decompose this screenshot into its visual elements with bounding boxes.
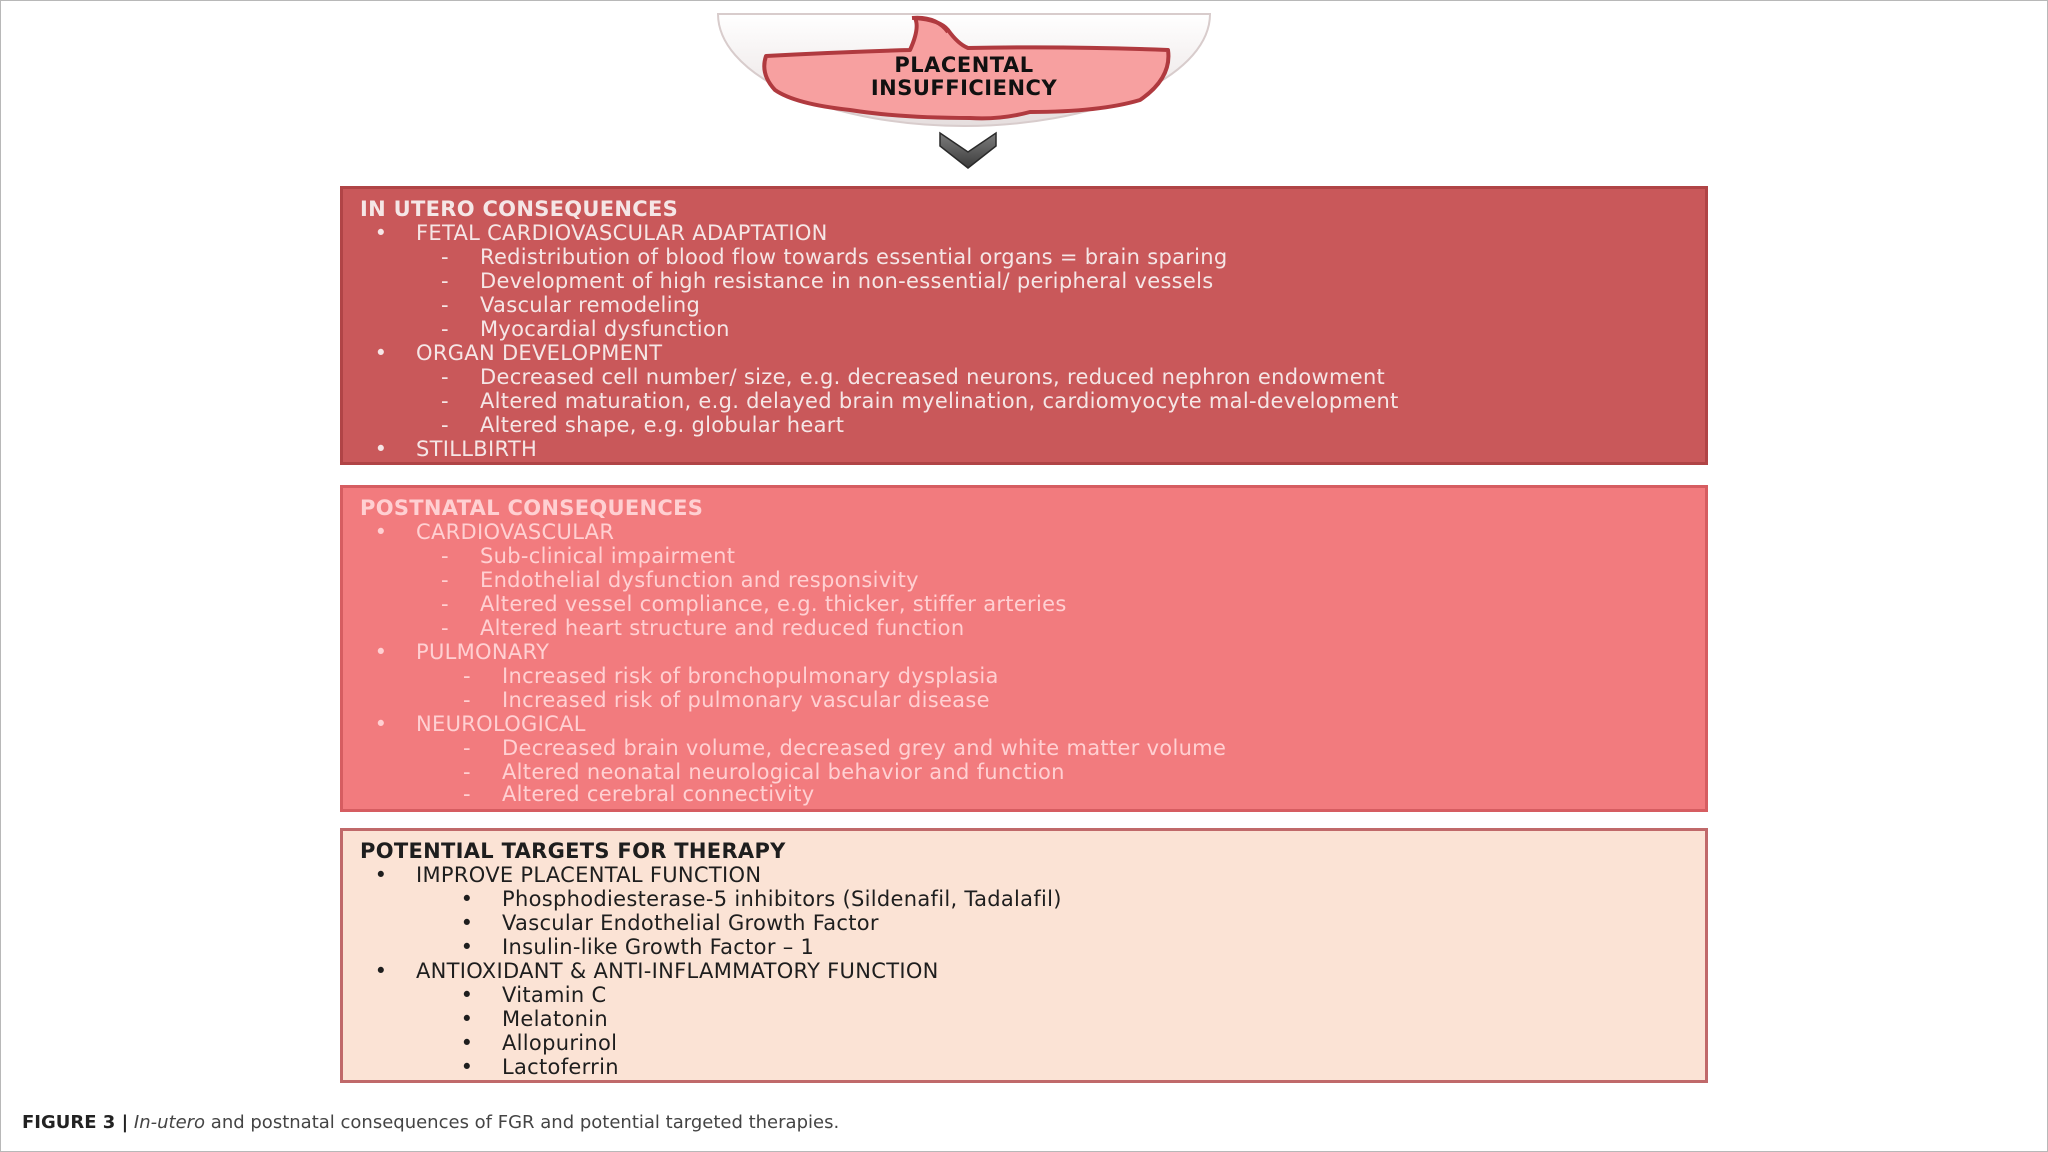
bullet-marker: • [460, 1007, 474, 1031]
caption-italic: In-utero [133, 1112, 206, 1133]
dash-marker: - [441, 413, 449, 437]
list-item: • PULMONARY [416, 640, 549, 664]
list-item: • Insulin-like Growth Factor – 1 [502, 935, 814, 959]
list-item: • IMPROVE PLACENTAL FUNCTION [416, 863, 761, 887]
dash-marker: - [441, 592, 449, 616]
postnatal-consequences-box [340, 485, 1708, 812]
dash-marker: - [441, 293, 449, 317]
list-item: • ANTIOXIDANT & ANTI-INFLAMMATORY FUNCTION [416, 959, 939, 983]
list-item: - Increased risk of bronchopulmonary dysplasia [502, 664, 999, 688]
placental-insufficiency-graphic [700, 0, 1228, 175]
dash-marker: - [441, 245, 449, 269]
list-item: - Development of high resistance in non-essential/ peripheral vessels [480, 269, 1214, 293]
bullet-marker: • [374, 520, 388, 544]
bullet-marker: • [374, 437, 388, 461]
bullet-marker: • [374, 341, 388, 365]
dash-marker: - [463, 664, 471, 688]
list-item: - Altered neonatal neurological behavior and function [502, 760, 1065, 784]
list-item: • Allopurinol [502, 1031, 617, 1055]
caption-text: and postnatal consequences of FGR and potential targeted therapies. [205, 1112, 840, 1133]
list-item: • Vitamin C [502, 983, 606, 1007]
bullet-marker: • [460, 911, 474, 935]
list-item: - Decreased brain volume, decreased grey and white matter volume [502, 736, 1226, 760]
list-item: - Sub-clinical impairment [480, 544, 735, 568]
bullet-marker: • [460, 983, 474, 1007]
title-line-2: INSUFFICIENCY [870, 76, 1058, 100]
list-item: • Phosphodiesterase-5 inhibitors (Sildenafil, Tadalafil) [502, 887, 1062, 911]
in-utero-heading: IN UTERO CONSEQUENCES [360, 197, 679, 221]
therapy-heading: POTENTIAL TARGETS FOR THERAPY [360, 839, 786, 863]
list-item: - Altered heart structure and reduced function [480, 616, 964, 640]
dash-marker: - [441, 616, 449, 640]
list-item: - Altered cerebral connectivity [502, 782, 815, 806]
bullet-marker: • [374, 221, 388, 245]
list-item: - Altered maturation, e.g. delayed brain myelination, cardiomyocyte mal-development [480, 389, 1399, 413]
list-item: • Vascular Endothelial Growth Factor [502, 911, 879, 935]
list-item: - Altered vessel compliance, e.g. thicker, stiffer arteries [480, 592, 1067, 616]
placental-insufficiency-title [700, 54, 1228, 100]
in-utero-consequences-box [340, 186, 1708, 465]
list-item: • Lactoferrin [502, 1055, 619, 1079]
bullet-marker: • [374, 712, 388, 736]
list-item: - Redistribution of blood flow towards essential organs = brain sparing [480, 245, 1228, 269]
bullet-marker: • [374, 959, 388, 983]
list-item: • CARDIOVASCULAR [416, 520, 614, 544]
bullet-marker: • [460, 887, 474, 911]
dash-marker: - [463, 688, 471, 712]
dash-marker: - [441, 317, 449, 341]
list-item: • Melatonin [502, 1007, 608, 1031]
bullet-marker: • [374, 640, 388, 664]
dash-marker: - [441, 544, 449, 568]
dash-marker: - [463, 782, 471, 806]
caption-label: FIGURE 3 | [22, 1112, 129, 1133]
postnatal-heading: POSTNATAL CONSEQUENCES [360, 496, 704, 520]
dash-marker: - [441, 269, 449, 293]
dash-marker: - [441, 568, 449, 592]
dash-marker: - [463, 736, 471, 760]
figure-caption [22, 1112, 839, 1133]
list-item: - Endothelial dysfunction and responsivity [480, 568, 919, 592]
dash-marker: - [441, 365, 449, 389]
list-item: • STILLBIRTH [416, 437, 537, 461]
list-item: - Altered shape, e.g. globular heart [480, 413, 844, 437]
bullet-marker: • [460, 1055, 474, 1079]
list-item: • FETAL CARDIOVASCULAR ADAPTATION [416, 221, 828, 245]
list-item: - Increased risk of pulmonary vascular disease [502, 688, 990, 712]
list-item: • NEUROLOGICAL [416, 712, 586, 736]
dash-marker: - [441, 389, 449, 413]
title-line-1: PLACENTAL [894, 53, 1034, 77]
list-item: - Vascular remodeling [480, 293, 700, 317]
list-item: - Myocardial dysfunction [480, 317, 730, 341]
dash-marker: - [463, 760, 471, 784]
bullet-marker: • [460, 1031, 474, 1055]
bullet-marker: • [460, 935, 474, 959]
list-item: - Decreased cell number/ size, e.g. decreased neurons, reduced nephron endowment [480, 365, 1385, 389]
therapy-targets-box [340, 828, 1708, 1083]
list-item: • ORGAN DEVELOPMENT [416, 341, 662, 365]
bullet-marker: • [374, 863, 388, 887]
